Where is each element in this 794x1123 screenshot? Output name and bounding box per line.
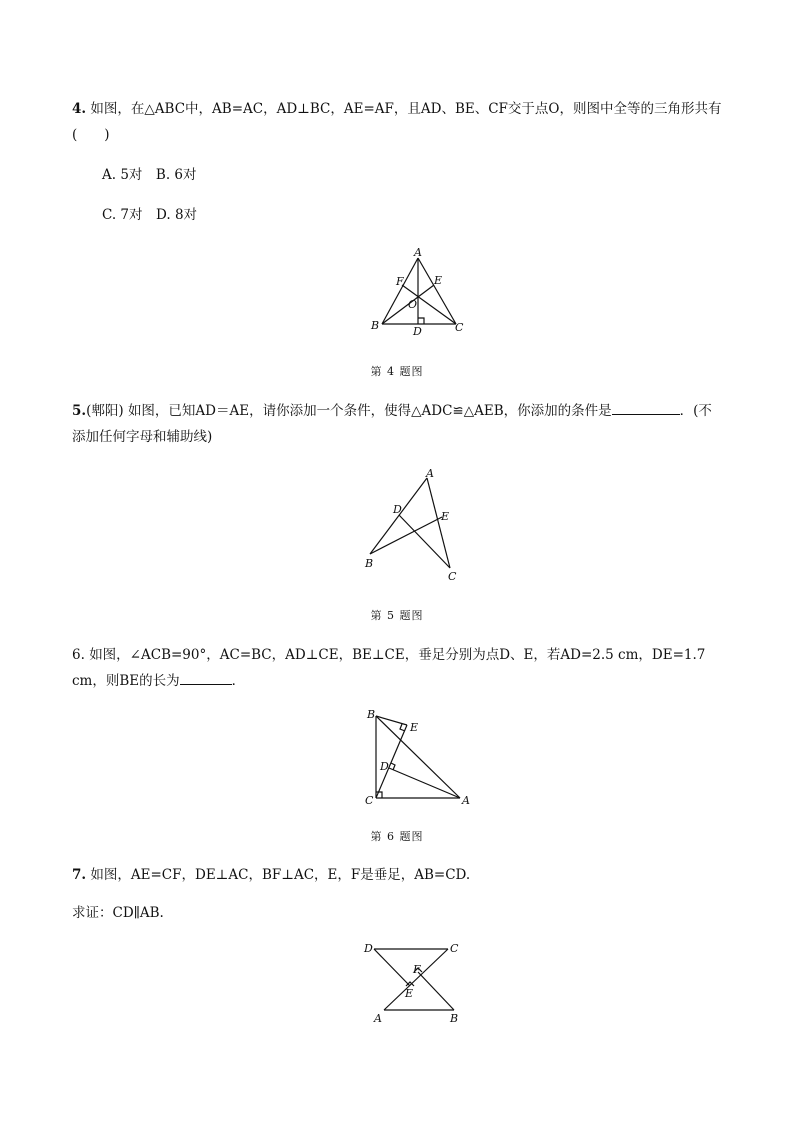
figure-6 [360, 703, 480, 813]
fig7-label-d: D [364, 942, 373, 955]
fig6-segment-ad [389, 768, 460, 798]
fig5-label-c: C [448, 570, 457, 583]
fig4-label-o: O [408, 298, 418, 311]
question-5 [72, 398, 724, 450]
fig7-segment-bf [418, 972, 454, 1010]
fig7-label-c: C [450, 942, 459, 955]
fig6-label-e: E [410, 721, 419, 734]
fig7-label-a: A [374, 1012, 382, 1025]
question-7-number: 7. [72, 867, 87, 883]
fig4-right-angle-mark [418, 318, 424, 324]
question-5-source: (郫阳) [86, 403, 124, 419]
fig7-label-b: B [450, 1012, 459, 1025]
figure-5-caption: 第 5 题图 [370, 609, 424, 622]
question-7-text: 如图，AE=CF，DE⊥AC，BF⊥AC，E，F是垂足，AB=CD. [90, 867, 471, 883]
question-5-text: 如图，已知AD＝AE，请你添加一个条件，使得△ADC≌△AEB，你添加的条件是 [127, 403, 612, 419]
question-6-text-end: ． [231, 673, 246, 689]
question-5-text-end: ．(不添加任何字母和辅助线) [72, 403, 712, 445]
fig6-label-c: C [365, 794, 374, 807]
fig4-label-a: A [414, 246, 422, 259]
question-4-number: 4. [72, 101, 87, 117]
question-4 [72, 96, 724, 148]
fig6-label-d: D [380, 760, 389, 773]
figure-5 [360, 465, 470, 585]
fig4-side-ab [382, 258, 418, 324]
fig4-label-c: C [455, 321, 464, 334]
question-6-answer-blank [180, 670, 232, 685]
fig4-label-b: B [371, 319, 380, 332]
fig5-side-ab [370, 478, 427, 554]
figure-7 [360, 935, 470, 1030]
question-6-number: 6. [72, 647, 85, 663]
figure-4 [360, 245, 480, 340]
question-6-text: 如图，∠ACB=90°，AC=BC，AD⊥CE，BE⊥CE，垂足分别为点D、E，若AD=2.5 cm，DE=1.7 cm，则BE的长为 [72, 647, 706, 689]
fig6-label-b: B [367, 708, 376, 721]
question-5-number: 5. [72, 403, 87, 419]
fig4-label-f: F [396, 275, 404, 288]
fig4-side-ac [418, 258, 456, 324]
question-4-options-ab: A. 5对 B. 6对 [102, 167, 197, 183]
fig4-label-d: D [413, 325, 422, 338]
fig7-segment-de [374, 949, 410, 986]
fig7-diagonal-ac [384, 949, 448, 1010]
fig5-label-a: A [426, 467, 434, 480]
fig5-label-d: D [393, 503, 402, 516]
fig5-label-b: B [365, 557, 374, 570]
question-6 [72, 642, 724, 694]
fig5-label-e: E [441, 510, 450, 523]
question-4-text: 如图，在△ABC中，AB=AC，AD⊥BC，AE=AF，且AD、BE、CF交于点O，则图中全等的三角形共有( ) [72, 101, 722, 143]
fig4-label-e: E [434, 274, 443, 287]
question-7 [72, 862, 724, 888]
fig7-label-e: E [405, 987, 414, 1000]
question-4-options-cd: C. 7对 D. 8对 [102, 207, 198, 223]
question-7-prove: 求证：CD∥AB. [72, 905, 164, 921]
fig6-label-a: A [462, 794, 470, 807]
fig7-label-f: F [413, 963, 421, 976]
figure-6-caption: 第 6 题图 [370, 830, 424, 843]
question-5-answer-blank [612, 400, 680, 415]
figure-4-caption: 第 4 题图 [370, 365, 424, 378]
